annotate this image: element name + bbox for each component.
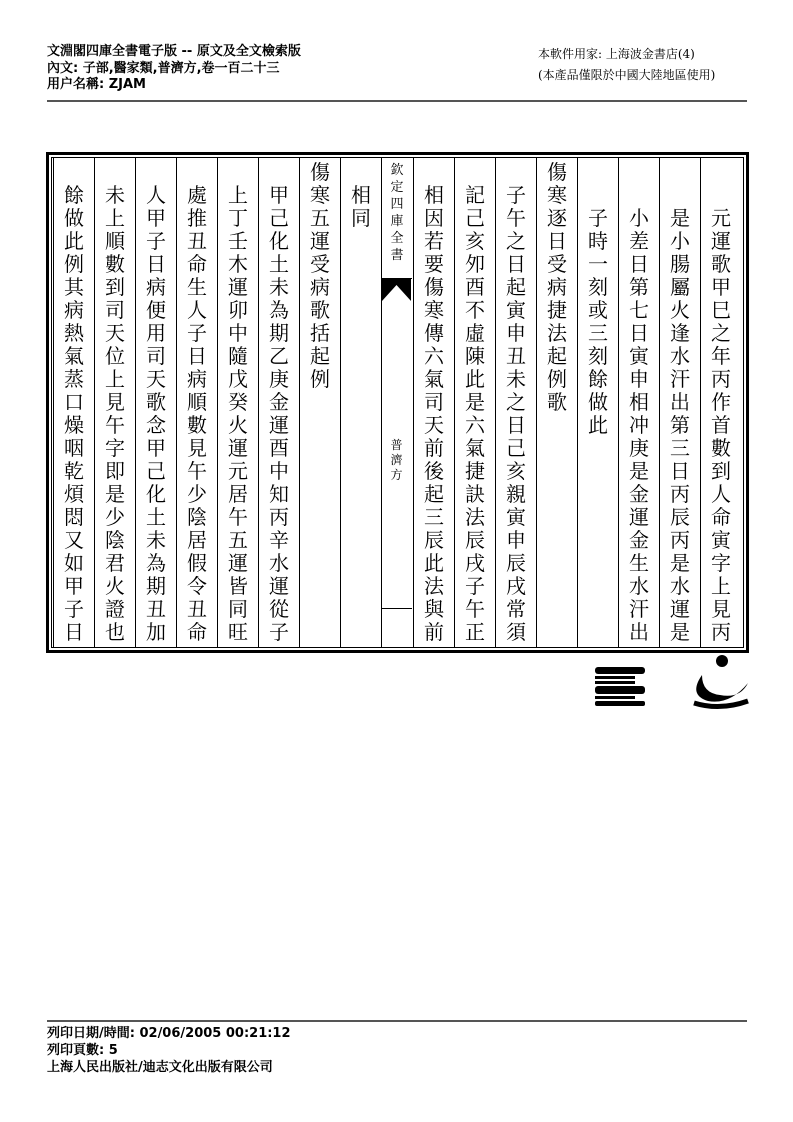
column-text: 人甲子日病便用司天歌念甲己化土未為期丑加: [146, 183, 166, 644]
text-column: [135, 158, 176, 647]
text-column: [217, 158, 258, 647]
center-book-title: 普濟方: [390, 438, 403, 482]
license-info: [538, 44, 715, 86]
column-text: 小差日第七日寅申相冲庚是金運金生水汗出: [629, 206, 649, 644]
divider: [382, 608, 412, 609]
column-text: 傷寒五運受病歌括起例: [310, 160, 330, 391]
text-column: [176, 158, 217, 647]
column-text: 餘做此例其病熱氣蒸口燥咽乾煩悶又如甲子日: [64, 183, 84, 644]
books-logo-icon: [595, 667, 645, 706]
column-text: 元運歌甲巳之年丙作首數到人命寅字上見丙: [711, 206, 731, 644]
print-pages: 列印頁數: 5: [47, 1043, 118, 1058]
text-column: [577, 158, 618, 647]
page-frame: [46, 152, 749, 653]
text-column: [299, 158, 340, 647]
seal-logo-icon: [694, 655, 748, 707]
document-header: [47, 44, 301, 94]
center-margin: [381, 158, 412, 647]
header-divider: [47, 100, 747, 102]
content-path: 內文: 子部,醫家類,普濟方,卷一百二十三: [47, 60, 280, 76]
text-column: [454, 158, 495, 647]
column-text: 子午之日起寅申丑未之日己亥親寅申辰戌常須: [506, 183, 526, 644]
center-title: 欽定四庫全書: [390, 163, 404, 263]
text-column: [53, 158, 94, 647]
fishtail-mark-icon: [382, 279, 411, 301]
column-text: 傷寒逐日受病捷法起例歌: [547, 160, 567, 414]
column-text: 子時一刻或三刻餘做此: [588, 206, 608, 437]
print-datetime: 列印日期/時間: 02/06/2005 00:21:12: [47, 1026, 291, 1041]
text-column: [495, 158, 536, 647]
licensee: 本軟件用家: 上海波金書店(4): [538, 47, 695, 61]
text-column: [413, 158, 454, 647]
column-text: 未上順數到司天位上見午字即是少陰君火證也: [105, 183, 125, 644]
user-name: 用户名稱: ZJAM: [47, 77, 146, 92]
column-text: 相因若要傷寒傳六氣司天前後起三辰此法與前: [424, 183, 444, 644]
text-column: [700, 158, 741, 647]
publisher-logos: [590, 655, 755, 710]
product-title: 文淵閣四庫全書電子版 -- 原文及全文檢索版: [47, 44, 301, 59]
column-text: 甲己化土未為期乙庚金運酉中知丙辛水運從子: [269, 183, 289, 644]
publisher: 上海人民出版社/迪志文化出版有限公司: [47, 1060, 273, 1075]
usage-restriction: (本產品僅限於中國大陸地區使用): [538, 68, 716, 82]
text-column: [340, 158, 381, 647]
text-columns: [51, 157, 744, 648]
footer-divider: [47, 1020, 747, 1022]
column-text: 記己亥夘酉不虛陳此是六氣捷訣法辰戌子午正: [465, 183, 485, 644]
column-text: 是小腸屬火逢水汗出第三日丙辰丙是水運是: [670, 206, 690, 644]
column-text: 處推丑命生人子日病順數見午少陰居假令丑命: [187, 183, 207, 644]
text-column: [94, 158, 135, 647]
text-column: [536, 158, 577, 647]
column-text: 相同: [351, 183, 371, 230]
text-column: [659, 158, 700, 647]
document-footer: [47, 1025, 291, 1076]
column-text: 上丁壬木運卯中隨戊癸火運元居午五運皆同旺: [228, 183, 248, 644]
text-column: [618, 158, 659, 647]
text-column: [258, 158, 299, 647]
